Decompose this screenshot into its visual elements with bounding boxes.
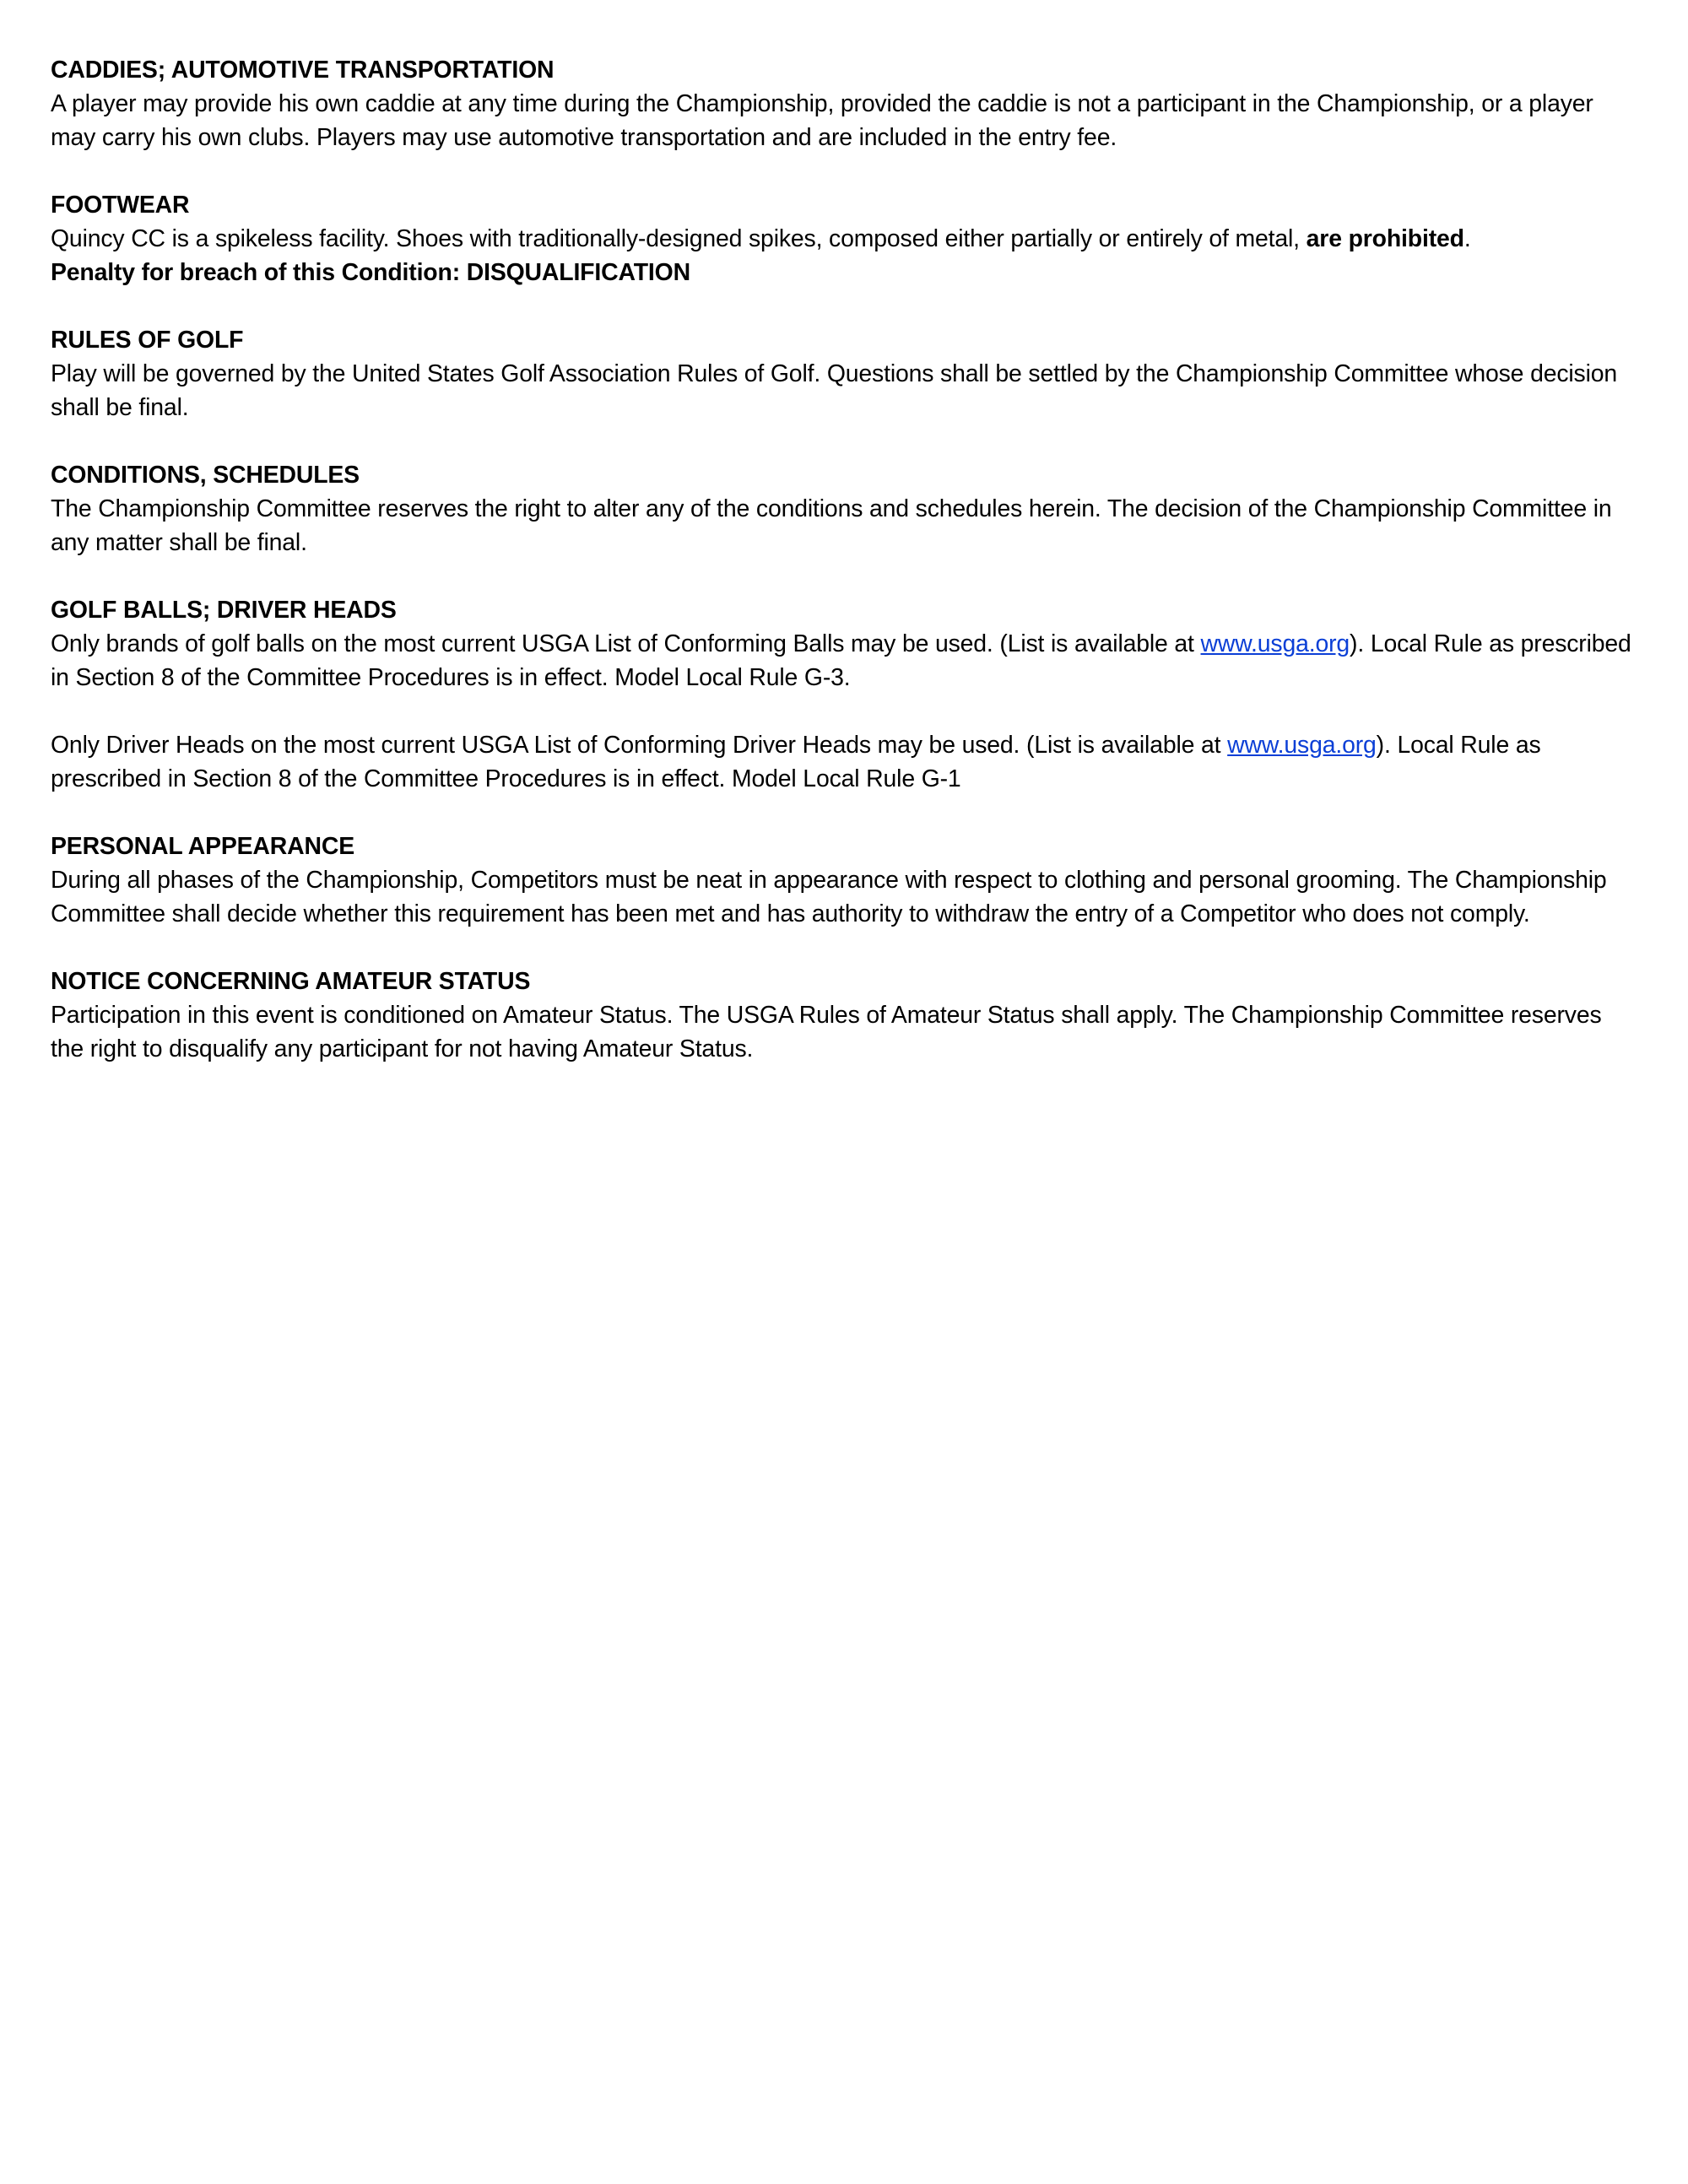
section-body: During all phases of the Championship, Competitors must be neat in appearance with respect to clothing and personal grooming. The Championship Committee shall decide whether this requirement has been met and has authority to withdraw the entry of a Competitor who does not comply.: [51, 867, 1607, 927]
body-text: Quincy CC is a spikeless facility. Shoes with traditionally-designed spikes, composed either partially or entirely of metal,: [51, 225, 1307, 252]
body-text: ). Local Rule as prescribed in Section 8 of the Committee Procedures is in effect. Model Local Rule G-1: [51, 732, 1541, 792]
usga-link[interactable]: www.usga.org: [1200, 630, 1350, 657]
section-heading: RULES OF GOLF: [51, 327, 244, 354]
section-body: Play will be governed by the United States Golf Association Rules of Golf. Questions shall be settled by the Championship Committee whose decision shall be final.: [51, 360, 1618, 421]
section-heading: CONDITIONS, SCHEDULES: [51, 462, 360, 489]
body-text: .: [1463, 225, 1471, 252]
section-body: A player may provide his own caddie at any time during the Championship, provided the caddie is not a participant in the Championship, or a player may carry his own clubs. Players may use automotive transportation and are included in the entry fee.: [51, 90, 1593, 151]
section-body: [51, 222, 1637, 256]
section-conditions-schedules: [51, 458, 1637, 560]
usga-link[interactable]: www.usga.org: [1227, 732, 1377, 759]
section-heading: PERSONAL APPEARANCE: [51, 833, 354, 860]
body-text: Only Driver Heads on the most current USGA List of Conforming Driver Heads may be used. (List is available at: [51, 732, 1228, 759]
penalty-notice: Penalty for breach of this Condition: DISQUALIFICATION: [51, 259, 690, 286]
golf-balls-paragraph: [51, 627, 1637, 695]
section-heading: FOOTWEAR: [51, 192, 190, 219]
section-heading: GOLF BALLS; DRIVER HEADS: [51, 597, 397, 624]
section-footwear: [51, 188, 1637, 289]
section-body: Participation in this event is conditioned on Amateur Status. The USGA Rules of Amateur Status shall apply. The Championship Committee reserves the right to disqualify any participant for not having Amateur Status.: [51, 1002, 1602, 1062]
section-rules-of-golf: [51, 323, 1637, 424]
prohibited-emphasis: are prohibited: [1306, 225, 1464, 252]
section-heading: CADDIES; AUTOMOTIVE TRANSPORTATION: [51, 57, 555, 84]
driver-heads-paragraph: [51, 728, 1637, 796]
section-personal-appearance: [51, 830, 1637, 931]
section-caddies: [51, 53, 1637, 154]
body-text: Only brands of golf balls on the most current USGA List of Conforming Balls may be used. (List is available at: [51, 630, 1201, 657]
section-heading: NOTICE CONCERNING AMATEUR STATUS: [51, 968, 531, 995]
section-golf-balls-driver-heads: [51, 593, 1637, 796]
section-body: The Championship Committee reserves the right to alter any of the conditions and schedules herein. The decision of the Championship Committee in any matter shall be final.: [51, 495, 1612, 556]
section-amateur-status: [51, 965, 1637, 1066]
body-text: ). Local Rule as prescribed in Section 8 of the Committee Procedures is in effect. Model Local Rule G-3.: [51, 630, 1631, 691]
